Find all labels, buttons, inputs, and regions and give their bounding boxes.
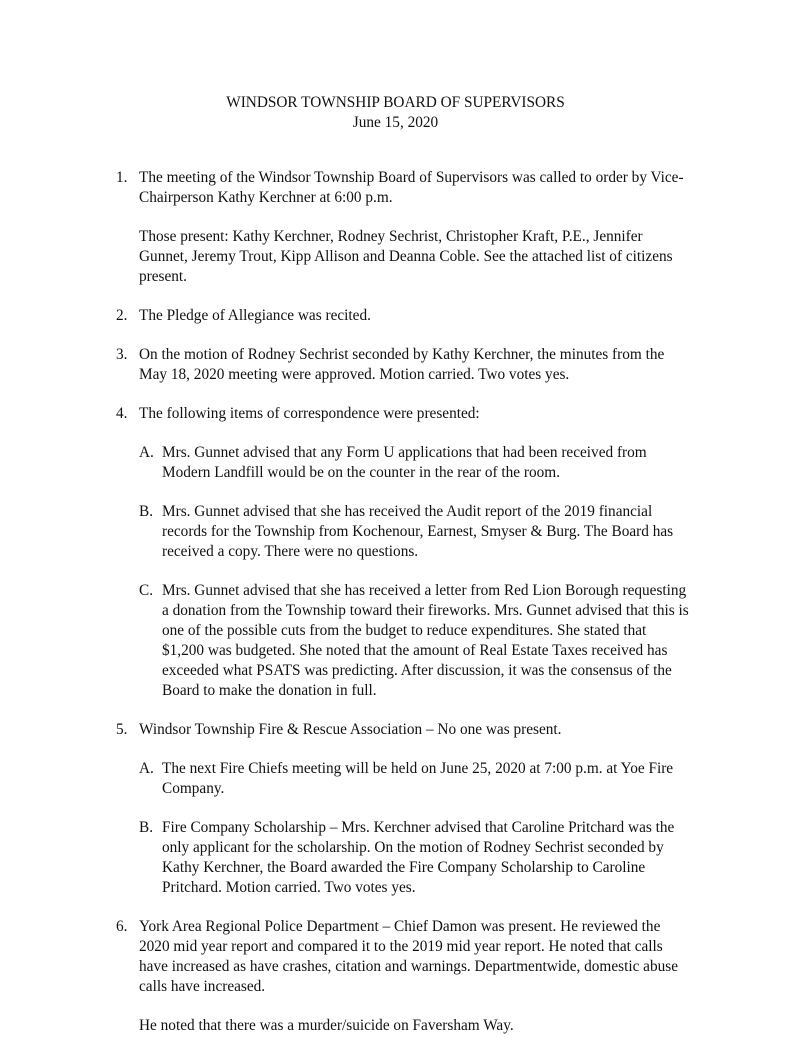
sub-item-letter: A. [139, 760, 154, 777]
item-number: 5. [116, 721, 128, 738]
agenda-item-2 [116, 306, 691, 326]
sub-item-letter: A. [139, 444, 154, 461]
item-paragraph: York Area Regional Police Department – Chief Damon was present. He reviewed the 2020 mid year report and compared it to the 2019 mid year report. He noted that calls have increased as have crashes, citation and warnings. Departmentwide, domestic abuse calls have increased. [139, 918, 679, 995]
sub-item-text: The next Fire Chiefs meeting will be held on June 25, 2020 at 7:00 p.m. at Yoe Fire Company. [162, 760, 674, 797]
item-number: 1. [116, 169, 128, 186]
item-number: 4. [116, 405, 128, 422]
item-number: 2. [116, 307, 128, 324]
item-paragraph: The meeting of the Windsor Township Board of Supervisors was called to order by Vice-Chairperson Kathy Kerchner at 6:00 p.m. [139, 169, 684, 206]
meeting-date: June 15, 2020 [352, 114, 439, 131]
item-number: 3. [116, 346, 128, 363]
sub-item-letter: B. [139, 819, 154, 836]
item-paragraph: He noted that there was a murder/suicide on Faversham Way. [139, 1017, 514, 1034]
sub-item-4a [139, 443, 691, 483]
sub-item-letter: C. [139, 582, 154, 599]
agenda-item-1 [116, 168, 691, 287]
item-paragraph: Windsor Township Fire & Rescue Association – No one was present. [139, 721, 562, 738]
item-paragraph: The following items of correspondence were presented: [139, 405, 480, 422]
agenda-item-3 [116, 345, 691, 385]
sub-item-text: Mrs. Gunnet advised that she has received a letter from Red Lion Borough requesting a donation from the Township toward their fireworks. Mrs. Gunnet advised that this is one of the possible cuts from the budget to reduce expenditures. She stated that $1,200 was budgeted. She noted that the amount of Real Estate Taxes received has exceeded what PSATS was predicting. After discussion, it was the consensus of the Board to make the donation in full. [162, 582, 689, 699]
sub-item-letter: B. [139, 503, 154, 520]
item-paragraph: Those present: Kathy Kerchner, Rodney Sechrist, Christopher Kraft, P.E., Jennifer Gunnet, Jeremy Trout, Kipp Allison and Deanna Coble. See the attached list of citizens present. [139, 228, 673, 285]
item-number: 6. [116, 918, 128, 935]
sub-item-4b [139, 502, 691, 562]
sub-item-5b [139, 818, 691, 898]
sub-item-text: Mrs. Gunnet advised that she has received the Audit report of the 2019 financial records for the Township from Kochenour, Earnest, Smyser & Burg. The Board has received a copy. There were no questions. [162, 503, 674, 560]
sub-item-5a [139, 759, 691, 799]
sub-item-text: Mrs. Gunnet advised that any Form U applications that had been received from Modern Landfill would be on the counter in the rear of the room. [162, 444, 647, 481]
agenda-item-5 [116, 720, 691, 898]
agenda-item-4 [116, 404, 691, 701]
sub-item-text: Fire Company Scholarship – Mrs. Kerchner advised that Caroline Pritchard was the only applicant for the scholarship. On the motion of Rodney Sechrist seconded by Kathy Kerchner, the Board awarded the Fire Company Scholarship to Caroline Pritchard. Motion carried. Two votes yes. [162, 819, 675, 896]
agenda-item-6 [116, 917, 691, 1036]
item-paragraph: The Pledge of Allegiance was recited. [139, 307, 371, 324]
minutes-body [116, 168, 691, 1055]
document-title: WINDSOR TOWNSHIP BOARD OF SUPERVISORS [226, 94, 565, 111]
sub-item-4c [139, 581, 691, 701]
item-paragraph: On the motion of Rodney Sechrist seconded by Kathy Kerchner, the minutes from the May 18, 2020 meeting were approved. Motion carried. Two votes yes. [139, 346, 665, 383]
document-header [0, 93, 791, 133]
